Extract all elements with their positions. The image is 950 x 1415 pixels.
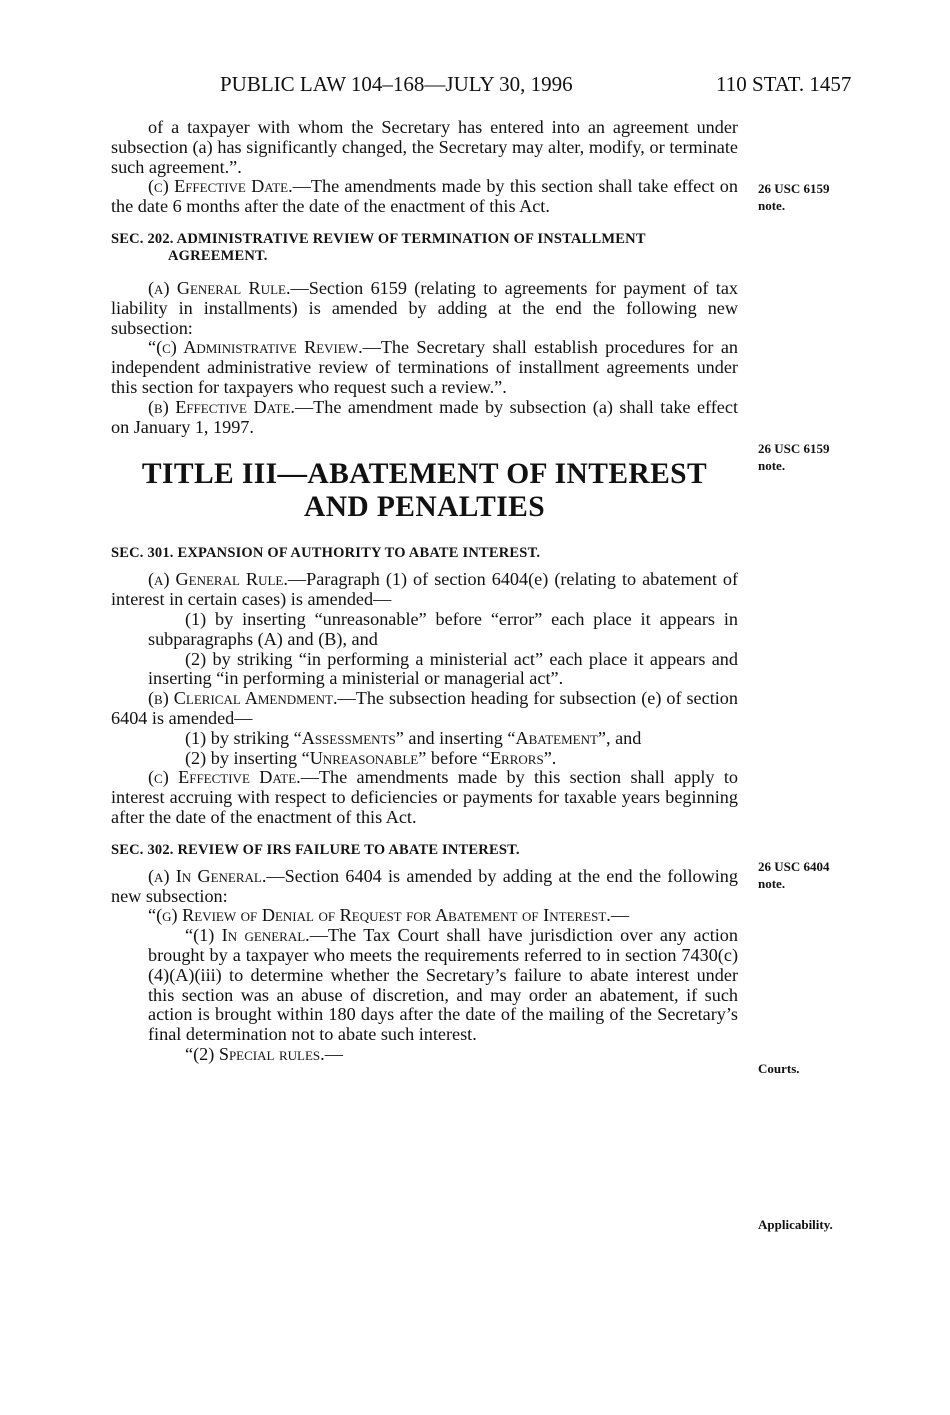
paragraph: “(1) In general.—The Tax Court shall have jurisdiction over any action brought by a taxpayer who meets the requirements referred to in section 7430(c)(4)(A)(iii) to determine whether the Secretary’s failure to abate interest under this section was an abuse of discretion, and may order an abatement, if such action is brought within 180 days after the date of the mailing of the Secretary’s final determination not to abate such interest. [148, 925, 738, 1045]
running-header: PUBLIC LAW 104–168—JULY 30, 1996 [220, 72, 573, 96]
section-heading: SEC. 202. ADMINISTRATIVE REVIEW OF TERMINATION OF INSTALLMENT AGREEMENT. [111, 230, 646, 264]
paragraph: (b) Effective Date.—The amendment made by subsection (a) shall take effect on January 1, 1997. [111, 396, 738, 437]
margin-note: 26 USC 6159 note. [758, 441, 830, 473]
margin-note: Courts. [758, 1061, 800, 1076]
margin-note: Applicability. [758, 1217, 833, 1232]
paragraph: of a taxpayer with whom the Secretary has entered into an agreement under subsection (a) has significantly changed, the Secretary may alter, modify, or terminate such agreement.”. [111, 117, 738, 177]
paragraph: (c) Effective Date.—The amendments made by this section shall take effect on the date 6 months after the date of the enactment of this Act. [111, 176, 738, 217]
paragraph: “(2) Special rules.— [185, 1043, 343, 1064]
paragraph: (a) General Rule.—Section 6159 (relating to agreements for payment of tax liability in installments) is amended by adding at the end the following new subsection: [111, 277, 738, 338]
page-citation: 110 STAT. 1457 [716, 72, 852, 96]
section-heading: SEC. 301. EXPANSION OF AUTHORITY TO ABATE INTEREST. [111, 545, 541, 562]
paragraph: “(c) Administrative Review.—The Secretary shall establish procedures for an independent administrative review of terminations of installment agreements under this section for taxpayers who request such a review.”. [111, 337, 738, 397]
paragraph: “(g) Review of Denial of Request for Abatement of Interest.— [148, 905, 630, 926]
main-text [111, 118, 738, 1065]
paragraph: (1) by inserting “unreasonable” before “error” each place it appears in subparagraphs (A) and (B), and [148, 608, 738, 649]
paragraph: (a) General Rule.—Paragraph (1) of section 6404(e) (relating to abatement of interest in certain cases) is amended— [111, 569, 738, 610]
paragraph: (1) by striking “Assessments” and inserting “Abatement”, and [185, 727, 642, 748]
margin-note: 26 USC 6404 note. [758, 859, 830, 891]
paragraph: (c) Effective Date.—The amendments made by this section shall apply to interest accruing with respect to deficiencies or payments for taxable years beginning after the date of the enactment of this Act. [111, 767, 738, 827]
title-heading: TITLE III—ABATEMENT OF INTEREST AND PENALTIES [141, 458, 708, 524]
paragraph: (a) In General.—Section 6404 is amended by adding at the end the following new subsection: [111, 865, 738, 906]
paragraph: (b) Clerical Amendment.—The subsection heading for subsection (e) of section 6404 is amended— [111, 688, 738, 728]
section-heading: SEC. 302. REVIEW OF IRS FAILURE TO ABATE INTEREST. [111, 841, 520, 858]
margin-note: 26 USC 6159 note. [758, 181, 830, 213]
paragraph: (2) by inserting “Unreasonable” before “Errors”. [185, 747, 557, 768]
paragraph: (2) by striking “in performing a ministerial act” each place it appears and inserting “in performing a ministerial or managerial act”. [148, 648, 738, 689]
